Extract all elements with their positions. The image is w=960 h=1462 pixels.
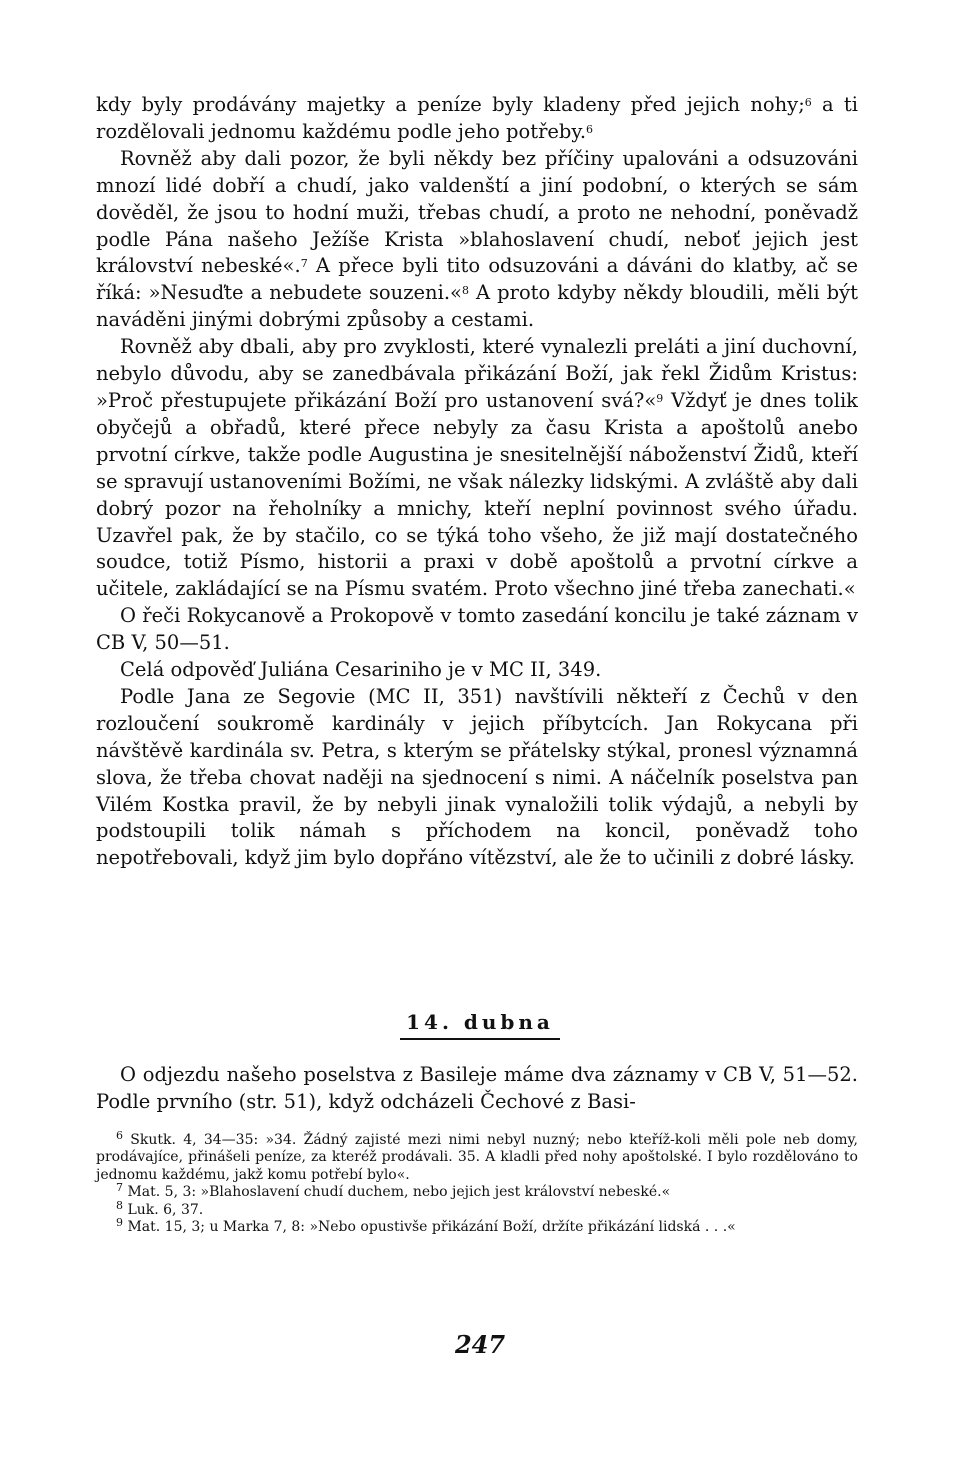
footnote-ref: 6 — [804, 96, 812, 110]
text-run: Rovněž aby dali pozor, že byli někdy bez příčiny upalováni a odsuzováni mnozí lidé dobří a chudí, jako valdenští a jiní podobní, o kterých se sám dověděl, že jsou to hodní muži, třebas chudí, a proto ne nehodní, poněvadž podle Pána našeho Ježíše Krista »blahoslavení chudí, neboť jejich jest království nebeské«. — [96, 146, 858, 278]
paragraph: Podle Jana ze Segovie (MC II, 351) navštívili někteří z Čechů v den rozloučení soukromě kardinály v jejich příbytcích. Jan Rokycana při návštěvě kardinála sv. Petra, s kterým se přátelsky stýkal, pronesl významná slova, že třeba chovat naději na sjednocení s nimi. A náčelník poselstva pan Vilém Kostka pravil, že by nebyli jinak vynaložili tolik výdajů, a nebyli by podstoupili tolik námah s příchodem na koncil, poněvadž toho nepotřebovali, když jim bylo dopřáno vítězství, ale že to učinili z dobré lásky. — [96, 684, 858, 870]
footnote — [96, 1181, 858, 1201]
footnote-text: Luk. 6, 37. — [123, 1201, 204, 1218]
paragraph — [96, 92, 858, 146]
page-number: 247 — [454, 1330, 506, 1359]
text-run: kdy byly prodávány majetky a peníze byly kladeny před jejich nohy; — [96, 93, 805, 116]
text-run: Rovněž aby dbali, aby pro zvyklosti, které vynalezli preláti a jiní duchovní, nebylo důvodu, aby se zanedbávala přikázání Boží, jak řekl Židům Kristus: »Proč přestupujete přikázání Boží pro ustanovení svá?« — [96, 335, 858, 412]
footnote-mark: 9 — [116, 1216, 123, 1230]
footnote-text: Mat. 5, 3: »Blahoslavení chudí duchem, nebo jejich jest království nebeské.« — [123, 1184, 671, 1201]
paragraph — [96, 146, 858, 334]
text-run: Vždyť je dnes tolik obyčejů a obřadů, které přece nebyly za času Krista a apoštolů anebo prvotní církve, takže podle Augustina je snesitelnější náboženství Židů, kteří se spravují ustanoveními Božími, ne však nálezky lidskými. A zvláště aby dali dobrý pozor na řeholníky a mnichy, kteří neplní povinnost svého úřadu. Uzavřel pak, že by stačilo, co se týká toho všeho, že již mají dostatečného soudce, totiž Písmo, historii a praxi v době apoštolů a prvotní církve a učitele, zakládající se na Písmu svatém. Proto všechno jiné třeba zanechati.« — [96, 388, 858, 601]
footnote — [96, 1216, 858, 1236]
footnote-ref: 6 — [586, 122, 594, 136]
section-heading-text: 14. dubna — [400, 1010, 560, 1040]
footnote-text: Skutk. 4, 34—35: »34. Žádný zajisté mezi nimi nebyl nuzný; nebo kteříž-koli měli pole neb domy, prodávajíce, přinášeli peníze, za kteréž prodávali. 35. A kladli před nohy apoštolské. I bylo rozdělováno to jednomu každému, jakž komu potřebí bylo«. — [96, 1132, 858, 1183]
paragraph: Celá odpověď Juliána Cesariniho je v MC II, 349. — [120, 658, 602, 682]
main-text — [96, 92, 858, 872]
section-text — [96, 1062, 858, 1116]
text-run: A přece byli tito odsuzováni a dáváni do klatby, ač se říká: »Nesuďte a nebudete souzeni.« — [96, 254, 859, 305]
paragraph: O odjezdu našeho poselstva z Basileje máme dva záznamy v CB V, 51—52. Podle prvního (str. 51), když odcházeli Čechové z Basi- — [96, 1063, 858, 1113]
footnote-mark: 8 — [116, 1198, 123, 1212]
footnotes — [96, 1129, 858, 1236]
footnote-ref: 8 — [461, 284, 469, 298]
text-run: A proto kdyby někdy bloudili, měli být naváděni jinými dobrými způsoby a cestami. — [96, 281, 858, 332]
paragraph — [96, 334, 858, 603]
footnote-ref: 9 — [656, 392, 664, 406]
footnote-ref: 7 — [300, 257, 308, 271]
text-run: a ti rozdělovali jednomu každému podle jeho potřeby. — [96, 93, 858, 143]
footnote — [96, 1129, 858, 1184]
section-heading — [0, 1010, 960, 1040]
footnote-mark: 7 — [116, 1181, 123, 1195]
paragraph: O řeči Rokycanově a Prokopově v tomto zasedání koncilu je také záznam v CB V, 50—51. — [96, 604, 858, 655]
footnote — [96, 1198, 858, 1219]
footnote-mark: 6 — [116, 1129, 123, 1143]
footnote-text: Mat. 15, 3; u Marka 7, 8: »Nebo opustivše přikázání Boží, držíte přikázání lidská . . .« — [123, 1219, 736, 1236]
